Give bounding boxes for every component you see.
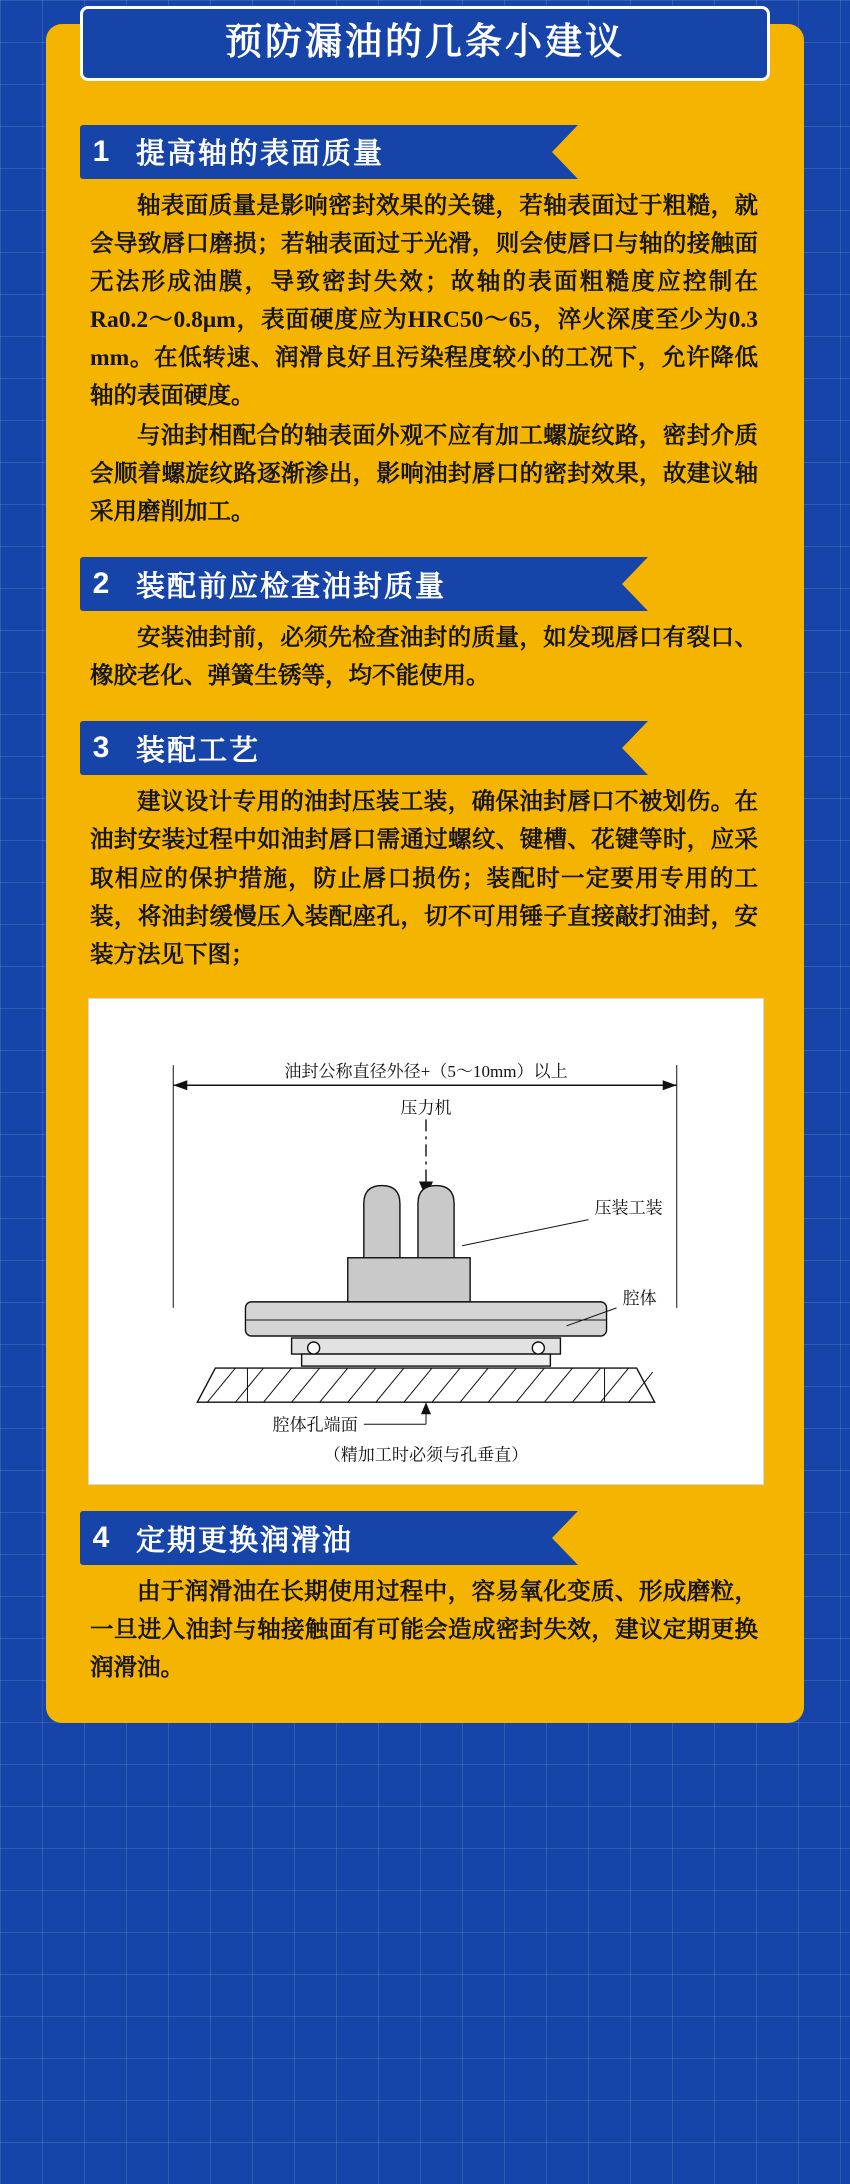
section-2 — [46, 557, 804, 695]
page-title-text: 预防漏油的几条小建议 — [225, 21, 625, 62]
section-1-para-2: 与油封相配合的轴表面外观不应有加工螺旋纹路，密封介质会顺着螺旋纹路逐渐渗出，影响油封唇口的密封效果，故建议轴采用磨削加工。 — [90, 423, 758, 526]
title-wrap — [46, 21, 804, 99]
figure-label-bottom-2: （精加工时必须与孔垂直） — [323, 1445, 529, 1465]
section-3-para-1: 建议设计专用的油封压装工装，确保油封唇口不被划伤。在油封安装过程中如油封唇口需通过螺纹、键槽、花键等时，应采取相应的保护措施，防止唇口损伤；装配时一定要用专用的工装，将油封缓慢压入装配座孔，切不可用锤子直接敲打油封，安装方法见下图； — [90, 789, 758, 968]
section-3-title: 装配工艺 — [122, 721, 622, 775]
assembly-diagram-svg — [95, 1007, 757, 1478]
section-1 — [46, 125, 804, 532]
section-2-title: 装配前应检查油封质量 — [122, 557, 622, 611]
section-2-number: 2 — [80, 557, 122, 611]
section-1-para-1: 轴表面质量是影响密封效果的关键，若轴表面过于粗糙，就会导致唇口磨损；若轴表面过于光滑，则会使唇口与轴的接触面无法形成油膜，导致密封失效；故轴的表面粗糙度应控制在Ra0.2～0.8μm，表面硬度应为HRC50～65，淬火深度至少为0.3 mm。在低转速、润滑良好且污染程度较小的工况下，允许降低轴的表面硬度。 — [90, 192, 758, 409]
section-3-heading — [46, 721, 804, 775]
section-4-heading — [46, 1511, 804, 1565]
section-4-title: 定期更换润滑油 — [122, 1511, 552, 1565]
figure-label-cavity: 腔体 — [622, 1288, 657, 1308]
section-1-number: 1 — [80, 125, 122, 179]
section-4-para-1: 由于润滑油在长期使用过程中，容易氧化变质、形成磨粒，一旦进入油封与轴接触面有可能会造成密封失效，建议定期更换润滑油。 — [90, 1579, 758, 1682]
section-2-heading — [46, 557, 804, 611]
page-title — [80, 6, 770, 81]
section-2-para-1: 安装油封前，必须先检查油封的质量，如发现唇口有裂口、橡胶老化、弹簧生锈等，均不能使用。 — [90, 625, 758, 690]
figure-label-press: 压力机 — [400, 1098, 452, 1118]
figure-label-tool: 压装工装 — [594, 1198, 663, 1218]
section-4-number: 4 — [80, 1511, 122, 1565]
section-3-number: 3 — [80, 721, 122, 775]
section-4 — [46, 1511, 804, 1687]
figure-label-top-dim: 油封公称直径外径+（5～10mm）以上 — [284, 1061, 568, 1081]
assembly-diagram — [88, 998, 764, 1485]
section-1-heading — [46, 125, 804, 179]
poster-card — [46, 21, 804, 1723]
section-3 — [46, 721, 804, 1485]
figure-label-bottom-1: 腔体孔端面 — [272, 1414, 358, 1434]
section-1-title: 提高轴的表面质量 — [122, 125, 552, 179]
